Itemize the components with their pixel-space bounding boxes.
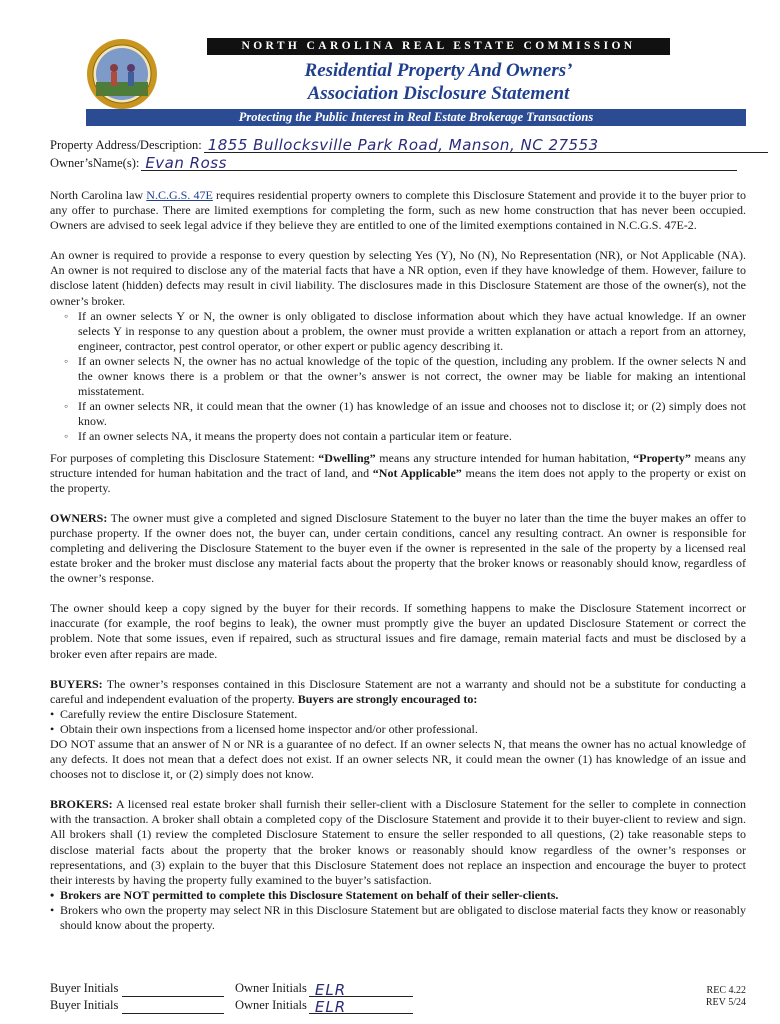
owner-name-value: Evan Ross: [145, 154, 227, 172]
rev-code: REV 5/24: [705, 997, 746, 1008]
brokers-paragraph: BROKERS: A licensed real estate broker shall furnish their seller-client with a Disclosure Statement for the seller to complete in connection with the transaction. A broker shall obtain a completed copy of the Disclosure Statement and provide it to their buyer-client to review and sign. All brokers shall (1) review the completed Disclosure Statement to ensure the seller responded to all questions, (2) take reasonable steps to disclose material facts about the property that the broker knows or reasonably should know regardless of the owner’s responses or representations, and (3) explain to the buyer that this Disclosure Statement does not replace an inspection and encourage the buyer to protect their interests by having the property fully examined to the buyer’s satisfaction.: [50, 797, 746, 887]
buyer-initials-field[interactable]: [122, 983, 224, 997]
owners-paragraph-1: OWNERS: The owner must give a completed and signed Disclosure Statement to the buyer no later than the time the buyer makes an offer to purchase property. If the owner does not, the buyer can, under certain conditions, cancel any resulting contract. An owner is responsible for completing and delivering the Disclosure Statement to the buyer even if the owner is represented in the sale of the property by a licensed real estate broker and the broker must disclose any material facts about the property that the broker knows or reasonably should know, regardless of the owner’s response.: [50, 510, 746, 586]
owner-initials-field[interactable]: [309, 1000, 413, 1014]
statute-link[interactable]: N.C.G.S. 47E: [146, 188, 213, 202]
buyer-initials-field[interactable]: [122, 1000, 224, 1014]
title-line-1: Residential Property And Owners’: [304, 60, 573, 81]
disclosure-body: [50, 188, 746, 933]
rec-code: REC 4.22: [706, 985, 746, 996]
brokers-heading: BROKERS:: [50, 797, 113, 812]
buyer-initials-block: [50, 980, 224, 1014]
list-item: ◦ If an owner selects Y or N, the owner is only obligated to disclose information about which they have actual knowledge. If an owner selects Y in response to any question about a problem, the owner must provide a written explanation or attach a report from an attorney, engineer, contractor, pest control operator, or other expert or public agency describing it.: [76, 309, 746, 354]
definitions-paragraph: For purposes of completing this Disclosure Statement: “Dwelling” means any structure intended for human habitation, “Property” means any structure intended for human habitation and the tract of land, and “Not Applicable” means the item does not apply to the property or exist on the property.: [50, 450, 746, 495]
owner-initials-block: [235, 980, 413, 1014]
list-item: • Obtain their own inspections from a licensed home inspector and/or other professional.: [50, 722, 746, 737]
owner-name-row: [50, 154, 737, 171]
property-address-label: Property Address/Description:: [50, 138, 202, 152]
buyers-list: [50, 707, 746, 737]
list-item: ◦ If an owner selects NR, it could mean that the owner (1) has knowledge of an issue and chooses not to disclose it; or (2) simply does not know.: [76, 399, 746, 429]
brokers-list: [50, 888, 746, 933]
owners-paragraph-2: The owner should keep a copy signed by the buyer for their records. If something happens to make the Disclosure Statement incorrect or inaccurate (for example, the roof begins to leak), the owner must promptly give the buyer an updated Disclosure Statement or correct the problem. Note that some issues, even if repaired, such as structural issues and fire damage, remain material facts and must be disclosed by a broker even after repairs are made.: [50, 601, 746, 661]
owner-initials-label: Owner Initials: [235, 998, 307, 1012]
commission-banner: NORTH CAROLINA REAL ESTATE COMMISSION: [207, 38, 670, 55]
list-item: • Carefully review the entire Disclosure Statement.: [50, 707, 746, 722]
property-address-field[interactable]: [204, 136, 768, 153]
revision-code: [706, 985, 746, 1009]
response-options-list: [50, 309, 746, 445]
owner-name-field[interactable]: [141, 154, 737, 171]
owner-name-label: Owner’sName(s):: [50, 156, 140, 170]
owner-initials-value: ELR: [314, 998, 347, 1016]
commission-seal-logo: [86, 38, 158, 110]
form-title: [207, 59, 670, 105]
owner-initials-field[interactable]: [309, 983, 413, 997]
owner-initials-label: Owner Initials: [235, 981, 307, 995]
property-address-row: [50, 136, 768, 153]
intro-paragraph-2: An owner is required to provide a response to every question by selecting Yes (Y), No (N), No Representation (NR), or Not Applicable (NA). An owner is not required to disclose any of the material facts that have a NR option, even if they have knowledge of them. However, failure to disclose latent (hidden) defects may result in civil liability. The disclosures made in this Disclosure Statement are those of the owner(s), not the owner’s broker.: [50, 248, 746, 308]
list-item: • Brokers who own the property may select NR in this Disclosure Statement but are obligated to disclose material facts they know or reasonably should know about the property.: [50, 903, 746, 933]
owners-heading: OWNERS:: [50, 510, 108, 525]
owner-initials-value: ELR: [314, 981, 347, 999]
buyers-paragraph-2: DO NOT assume that an answer of N or NR is a guarantee of no defect. If an owner selects N, that means the owner has no actual knowledge of any defects. It does not mean that a defect does not exist. If an owner selects NR, it could mean the owner (1) has knowledge of an issue and chooses not to disclose it, or (2) simply does not know.: [50, 737, 746, 782]
buyer-initials-label: Buyer Initials: [50, 998, 119, 1012]
buyers-heading: BUYERS:: [50, 676, 103, 691]
buyers-paragraph-1: BUYERS: The owner’s responses contained in this Disclosure Statement are not a warranty and should not be a substitute for conducting a careful and independent evaluation of the property. Buyers are strongly encouraged to:: [50, 676, 746, 706]
property-address-value: 1855 Bullocksville Park Road, Manson, NC 27553: [207, 136, 599, 154]
list-item: ◦ If an owner selects NA, it means the property does not contain a particular item or feature.: [76, 429, 746, 444]
tagline-banner: Protecting the Public Interest in Real Estate Brokerage Transactions: [86, 109, 746, 126]
list-item: ◦ If an owner selects N, the owner has no actual knowledge of the topic of the question, including any problem. If the owner selects N and the owner knows there is a problem or that the owner’s answer is not correct, the owner may be liable for making an intentional misstatement.: [76, 354, 746, 399]
title-line-2: Association Disclosure Statement: [307, 83, 570, 104]
list-item: • Brokers are NOT permitted to complete this Disclosure Statement on behalf of their seller-clients.: [50, 888, 746, 903]
buyer-initials-label: Buyer Initials: [50, 981, 119, 995]
intro-paragraph-1: North Carolina law N.C.G.S. 47E requires residential property owners to complete this Disclosure Statement and provide it to the buyer prior to any offer to purchase. There are limited exemptions for completing the form, such as new home construction that has never been occupied. Owners are advised to seek legal advice if they believe they are entitled to one of the limited exemptions contained in N.C.G.S. 47E-2.: [50, 188, 746, 233]
